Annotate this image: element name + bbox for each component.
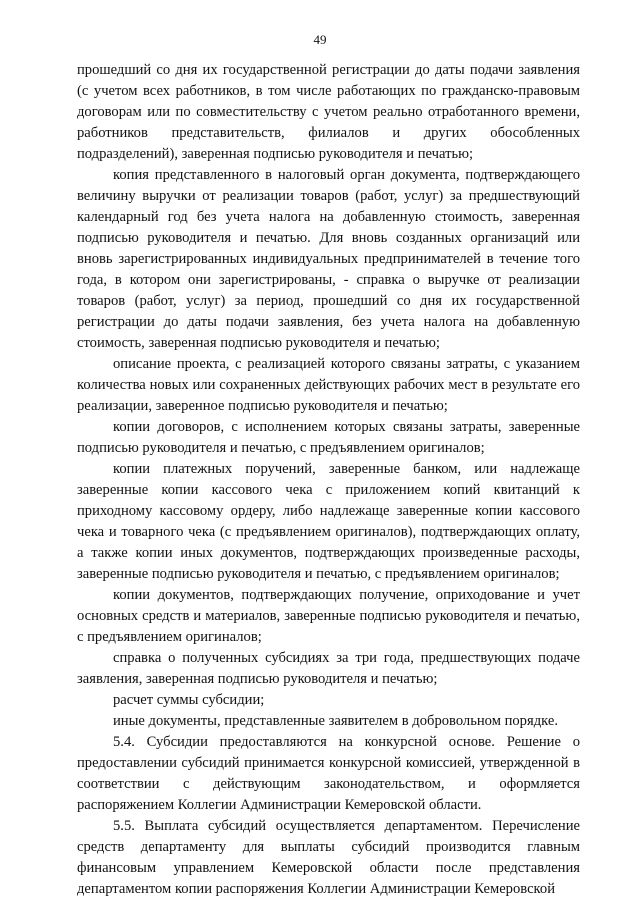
paragraph-contract-copies: копии договоров, с исполнением которых связаны затраты, заверенные подписью руководителя и печатью, с предъявлением оригиналов;: [77, 419, 580, 456]
paragraph-payment-orders: копии платежных поручений, заверенные банком, или надлежаще заверенные копии кассового чека с приложением копий квитанций к приходному кассовому ордеру, либо надлежаще заверенные копии кассового чека и товарного чека (с предъявлением оригиналов), подтверждающих оплату, а также копии иных документов, подтверждающих произведенные расходы, заверенные подписью руководителя и печатью, с предъявлением оригиналов;: [77, 461, 580, 582]
paragraph-continuation: прошедший со дня их государственной регистрации до даты подачи заявления (с учетом всех работников, в том числе работающих по гражданско-правовым договорам или по совместительству с учетом реально отработанного времени, работников представительств, филиалов и других обособленных подразделений), заверенная подписью руководителя и печатью;: [77, 62, 580, 162]
paragraph-section-5-4: 5.4. Субсидии предоставляются на конкурсной основе. Решение о предоставлении субсидий принимается конкурсной комиссией, утвержденной в соответствии с действующим законодательством, и оформляется распоряжением Коллегии Администрации Кемеровской области.: [77, 734, 580, 813]
page-number: 49: [313, 32, 327, 47]
paragraph-revenue-copy: копия представленного в налоговый орган документа, подтверждающего величину выручки от реализации товаров (работ, услуг) за предшествующий календарный год без учета налога на добавленную стоимость, заверенная подписью руководителя и печатью. Для вновь созданных организаций или вновь зарегистрированных индивидуальных предпринимателей в течение того года, в котором они зарегистрированы, - справка о выручке от реализации товаров (работ, услуг) за период, прошедший со дня их государственной регистрации до даты подачи заявления, без учета налога на добавленную стоимость, заверенная подписью руководителя и печатью;: [77, 167, 580, 351]
paragraph-other-documents: иные документы, представленные заявителем в добровольном порядке.: [113, 713, 558, 729]
paragraph-section-5-5: 5.5. Выплата субсидий осуществляется департаментом. Перечисление средств департаменту для выплаты субсидий производится главным финансовым управлением Кемеровской области после представления департаментом копии распоряжения Коллегии Администрации Кемеровской: [77, 818, 580, 897]
paragraph-asset-documents: копии документов, подтверждающих получение, оприходование и учет основных средств и материалов, заверенные подписью руководителя и печатью, с предъявлением оригиналов;: [77, 587, 580, 645]
document-body: [77, 60, 580, 900]
paragraph-subsidy-calculation: расчет суммы субсидии;: [113, 692, 265, 708]
paragraph-project-description: описание проекта, с реализацией которого связаны затраты, с указанием количества новых или сохраненных действующих рабочих мест в результате его реализации, заверенное подписью руководителя и печатью;: [77, 356, 580, 414]
paragraph-subsidies-reference: справка о полученных субсидиях за три года, предшествующих подаче заявления, заверенная подписью руководителя и печатью;: [77, 650, 580, 687]
